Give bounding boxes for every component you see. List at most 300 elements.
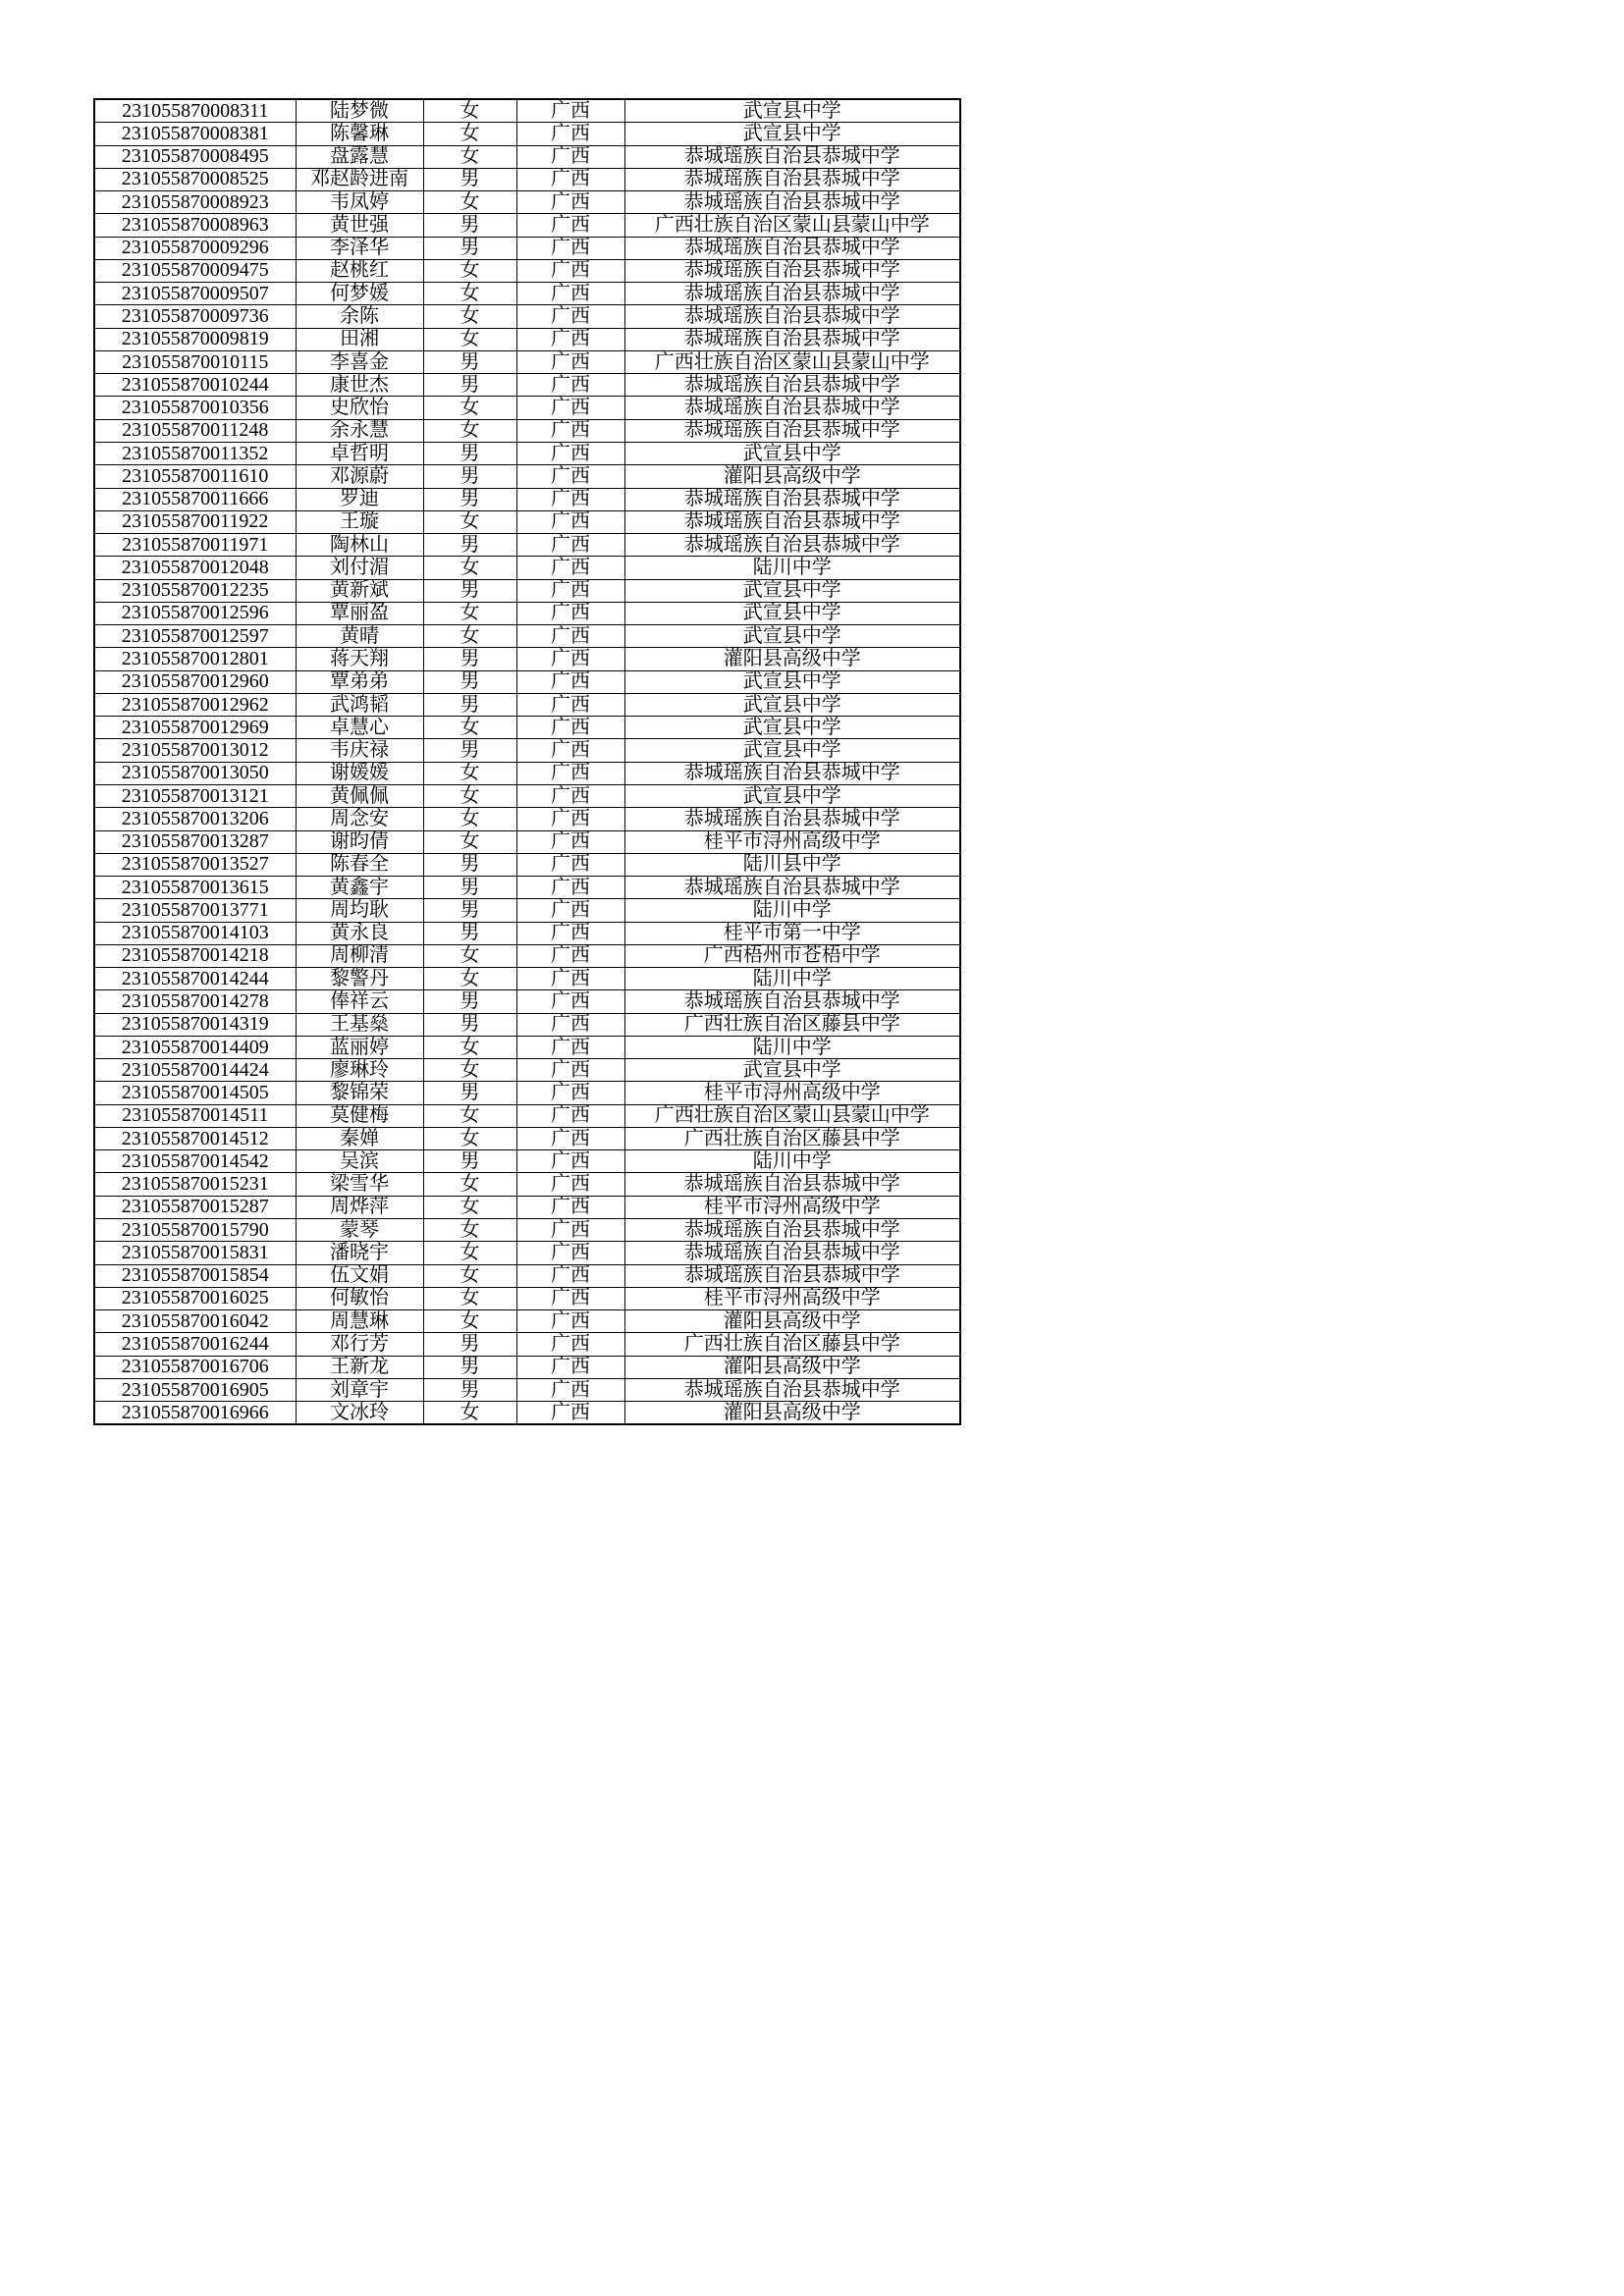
province-cell: 广西 [516, 374, 624, 397]
candidate-id-cell: 231055870013771 [94, 899, 296, 922]
candidate-id-cell: 231055870016244 [94, 1333, 296, 1356]
name-cell: 史欣怡 [296, 397, 423, 419]
school-cell: 陆川中学 [624, 557, 960, 579]
school-cell: 广西壮族自治区藤县中学 [624, 1127, 960, 1149]
school-cell: 武宣县中学 [624, 99, 960, 123]
name-cell: 武鸿韬 [296, 693, 423, 716]
province-cell: 广西 [516, 830, 624, 853]
gender-cell: 女 [423, 191, 516, 214]
name-cell: 蒙琴 [296, 1219, 423, 1242]
name-cell: 邓源蔚 [296, 465, 423, 488]
table-row [94, 877, 960, 899]
province-cell: 广西 [516, 1082, 624, 1104]
candidate-id-cell: 231055870012597 [94, 625, 296, 648]
candidate-id-cell: 231055870013050 [94, 762, 296, 784]
table-row [94, 1264, 960, 1287]
table-row [94, 397, 960, 419]
school-cell: 恭城瑶族自治县恭城中学 [624, 145, 960, 168]
gender-cell: 女 [423, 1196, 516, 1218]
province-cell: 广西 [516, 1173, 624, 1196]
school-cell: 武宣县中学 [624, 693, 960, 716]
province-cell: 广西 [516, 1219, 624, 1242]
name-cell: 李喜金 [296, 350, 423, 373]
name-cell: 盘露慧 [296, 145, 423, 168]
name-cell: 卓慧心 [296, 717, 423, 739]
school-cell: 恭城瑶族自治县恭城中学 [624, 1173, 960, 1196]
gender-cell: 男 [423, 739, 516, 762]
table-row [94, 488, 960, 510]
name-cell: 潘晓宇 [296, 1242, 423, 1264]
name-cell: 王基燊 [296, 1013, 423, 1036]
school-cell: 广西壮族自治区蒙山县蒙山中学 [624, 214, 960, 237]
gender-cell: 男 [423, 1378, 516, 1401]
candidate-id-cell: 231055870008923 [94, 191, 296, 214]
gender-cell: 女 [423, 305, 516, 328]
table-row [94, 944, 960, 967]
province-cell: 广西 [516, 419, 624, 442]
school-cell: 武宣县中学 [624, 579, 960, 602]
candidate-id-cell: 231055870011971 [94, 534, 296, 557]
candidate-id-cell: 231055870014103 [94, 922, 296, 944]
gender-cell: 男 [423, 534, 516, 557]
table-row [94, 305, 960, 328]
gender-cell: 男 [423, 1082, 516, 1104]
province-cell: 广西 [516, 1287, 624, 1309]
gender-cell: 女 [423, 1219, 516, 1242]
table-row [94, 1127, 960, 1149]
school-cell: 恭城瑶族自治县恭城中学 [624, 374, 960, 397]
name-cell: 谢昀倩 [296, 830, 423, 853]
table-row [94, 145, 960, 168]
province-cell: 广西 [516, 968, 624, 990]
province-cell: 广西 [516, 350, 624, 373]
candidate-id-cell: 231055870010244 [94, 374, 296, 397]
school-cell: 灌阳县高级中学 [624, 648, 960, 670]
name-cell: 周慧琳 [296, 1310, 423, 1333]
school-cell: 桂平市浔州高级中学 [624, 1287, 960, 1309]
gender-cell: 女 [423, 1402, 516, 1425]
school-cell: 恭城瑶族自治县恭城中学 [624, 168, 960, 190]
gender-cell: 男 [423, 442, 516, 464]
gender-cell: 女 [423, 717, 516, 739]
table-body [94, 99, 960, 1424]
gender-cell: 男 [423, 877, 516, 899]
school-cell: 武宣县中学 [624, 670, 960, 693]
table-row [94, 648, 960, 670]
table-row [94, 123, 960, 145]
gender-cell: 女 [423, 123, 516, 145]
candidate-id-cell: 231055870016966 [94, 1402, 296, 1425]
table-row [94, 259, 960, 282]
table-row [94, 784, 960, 807]
candidate-id-cell: 231055870009296 [94, 237, 296, 259]
school-cell: 灌阳县高级中学 [624, 1310, 960, 1333]
school-cell: 恭城瑶族自治县恭城中学 [624, 237, 960, 259]
province-cell: 广西 [516, 602, 624, 624]
school-cell: 桂平市第一中学 [624, 922, 960, 944]
name-cell: 陶林山 [296, 534, 423, 557]
school-cell: 恭城瑶族自治县恭城中学 [624, 259, 960, 282]
candidate-id-cell: 231055870014542 [94, 1150, 296, 1173]
candidate-id-cell: 231055870009507 [94, 283, 296, 305]
school-cell: 桂平市浔州高级中学 [624, 830, 960, 853]
province-cell: 广西 [516, 1196, 624, 1218]
candidate-id-cell: 231055870015854 [94, 1264, 296, 1287]
school-cell: 武宣县中学 [624, 602, 960, 624]
name-cell: 韦庆禄 [296, 739, 423, 762]
name-cell: 梁雪华 [296, 1173, 423, 1196]
school-cell: 武宣县中学 [624, 784, 960, 807]
candidate-roster-table [93, 98, 961, 1425]
school-cell: 陆川中学 [624, 1036, 960, 1058]
name-cell: 康世杰 [296, 374, 423, 397]
name-cell: 黎锦荣 [296, 1082, 423, 1104]
gender-cell: 男 [423, 374, 516, 397]
province-cell: 广西 [516, 717, 624, 739]
table-row [94, 1173, 960, 1196]
gender-cell: 女 [423, 1242, 516, 1264]
table-row [94, 1150, 960, 1173]
school-cell: 陆川中学 [624, 968, 960, 990]
candidate-id-cell: 231055870015831 [94, 1242, 296, 1264]
gender-cell: 女 [423, 602, 516, 624]
candidate-id-cell: 231055870012596 [94, 602, 296, 624]
candidate-id-cell: 231055870012048 [94, 557, 296, 579]
name-cell: 蒋天翔 [296, 648, 423, 670]
gender-cell: 男 [423, 1333, 516, 1356]
school-cell: 恭城瑶族自治县恭城中学 [624, 1378, 960, 1401]
table-row [94, 534, 960, 557]
name-cell: 廖琳玲 [296, 1059, 423, 1082]
name-cell: 罗迪 [296, 488, 423, 510]
province-cell: 广西 [516, 944, 624, 967]
gender-cell: 男 [423, 1356, 516, 1378]
province-cell: 广西 [516, 534, 624, 557]
gender-cell: 女 [423, 944, 516, 967]
province-cell: 广西 [516, 1242, 624, 1264]
gender-cell: 男 [423, 465, 516, 488]
candidate-id-cell: 231055870011248 [94, 419, 296, 442]
gender-cell: 男 [423, 168, 516, 190]
gender-cell: 女 [423, 968, 516, 990]
province-cell: 广西 [516, 648, 624, 670]
table-row [94, 1219, 960, 1242]
gender-cell: 女 [423, 259, 516, 282]
candidate-id-cell: 231055870009819 [94, 328, 296, 350]
name-cell: 余陈 [296, 305, 423, 328]
gender-cell: 男 [423, 579, 516, 602]
candidate-id-cell: 231055870013527 [94, 853, 296, 876]
table-row [94, 1104, 960, 1127]
province-cell: 广西 [516, 1356, 624, 1378]
table-row [94, 990, 960, 1013]
province-cell: 广西 [516, 990, 624, 1013]
name-cell: 文冰玲 [296, 1402, 423, 1425]
school-cell: 恭城瑶族自治县恭城中学 [624, 808, 960, 830]
table-row [94, 237, 960, 259]
candidate-id-cell: 231055870009736 [94, 305, 296, 328]
table-row [94, 1378, 960, 1401]
name-cell: 韦凤婷 [296, 191, 423, 214]
province-cell: 广西 [516, 808, 624, 830]
candidate-id-cell: 231055870012801 [94, 648, 296, 670]
province-cell: 广西 [516, 557, 624, 579]
candidate-id-cell: 231055870008311 [94, 99, 296, 123]
gender-cell: 女 [423, 1310, 516, 1333]
name-cell: 秦婵 [296, 1127, 423, 1149]
province-cell: 广西 [516, 922, 624, 944]
table-row [94, 1356, 960, 1378]
candidate-id-cell: 231055870016025 [94, 1287, 296, 1309]
school-cell: 恭城瑶族自治县恭城中学 [624, 990, 960, 1013]
school-cell: 广西壮族自治区藤县中学 [624, 1013, 960, 1036]
table-row [94, 1402, 960, 1425]
province-cell: 广西 [516, 328, 624, 350]
table-row [94, 283, 960, 305]
gender-cell: 男 [423, 1150, 516, 1173]
school-cell: 灌阳县高级中学 [624, 1402, 960, 1425]
school-cell: 恭城瑶族自治县恭城中学 [624, 877, 960, 899]
name-cell: 邓行芳 [296, 1333, 423, 1356]
name-cell: 黄永良 [296, 922, 423, 944]
province-cell: 广西 [516, 1402, 624, 1425]
school-cell: 恭城瑶族自治县恭城中学 [624, 283, 960, 305]
name-cell: 陈春全 [296, 853, 423, 876]
gender-cell: 女 [423, 510, 516, 533]
table-row [94, 419, 960, 442]
name-cell: 蓝丽婷 [296, 1036, 423, 1058]
table-row [94, 808, 960, 830]
school-cell: 恭城瑶族自治县恭城中学 [624, 534, 960, 557]
gender-cell: 男 [423, 853, 516, 876]
candidate-id-cell: 231055870012969 [94, 717, 296, 739]
school-cell: 广西梧州市苍梧中学 [624, 944, 960, 967]
table-row [94, 1036, 960, 1058]
gender-cell: 女 [423, 557, 516, 579]
candidate-id-cell: 231055870009475 [94, 259, 296, 282]
school-cell: 武宣县中学 [624, 1059, 960, 1082]
province-cell: 广西 [516, 784, 624, 807]
school-cell: 陆川县中学 [624, 853, 960, 876]
province-cell: 广西 [516, 214, 624, 237]
school-cell: 恭城瑶族自治县恭城中学 [624, 397, 960, 419]
school-cell: 桂平市浔州高级中学 [624, 1082, 960, 1104]
table-row [94, 1013, 960, 1036]
gender-cell: 男 [423, 922, 516, 944]
table-row [94, 899, 960, 922]
name-cell: 何梦媛 [296, 283, 423, 305]
table-row [94, 465, 960, 488]
school-cell: 恭城瑶族自治县恭城中学 [624, 1219, 960, 1242]
province-cell: 广西 [516, 510, 624, 533]
school-cell: 武宣县中学 [624, 739, 960, 762]
name-cell: 周烨萍 [296, 1196, 423, 1218]
province-cell: 广西 [516, 625, 624, 648]
province-cell: 广西 [516, 1264, 624, 1287]
gender-cell: 女 [423, 1104, 516, 1127]
candidate-id-cell: 231055870016905 [94, 1378, 296, 1401]
name-cell: 王璇 [296, 510, 423, 533]
name-cell: 刘付湄 [296, 557, 423, 579]
province-cell: 广西 [516, 762, 624, 784]
candidate-id-cell: 231055870014505 [94, 1082, 296, 1104]
table-row [94, 557, 960, 579]
table-row [94, 214, 960, 237]
name-cell: 覃弟弟 [296, 670, 423, 693]
name-cell: 黄世强 [296, 214, 423, 237]
school-cell: 陆川中学 [624, 1150, 960, 1173]
name-cell: 黄佩佩 [296, 784, 423, 807]
gender-cell: 男 [423, 648, 516, 670]
table-row [94, 1310, 960, 1333]
province-cell: 广西 [516, 670, 624, 693]
name-cell: 余永慧 [296, 419, 423, 442]
gender-cell: 女 [423, 283, 516, 305]
candidate-id-cell: 231055870008381 [94, 123, 296, 145]
province-cell: 广西 [516, 488, 624, 510]
name-cell: 伍文娟 [296, 1264, 423, 1287]
name-cell: 王新龙 [296, 1356, 423, 1378]
candidate-id-cell: 231055870014511 [94, 1104, 296, 1127]
name-cell: 莫健梅 [296, 1104, 423, 1127]
name-cell: 刘章宇 [296, 1378, 423, 1401]
school-cell: 恭城瑶族自治县恭城中学 [624, 191, 960, 214]
candidate-id-cell: 231055870011352 [94, 442, 296, 464]
gender-cell: 女 [423, 1264, 516, 1287]
candidate-id-cell: 231055870011922 [94, 510, 296, 533]
table-row [94, 1196, 960, 1218]
name-cell: 俸祥云 [296, 990, 423, 1013]
province-cell: 广西 [516, 1127, 624, 1149]
table-row [94, 739, 960, 762]
candidate-id-cell: 231055870014218 [94, 944, 296, 967]
table-row [94, 1242, 960, 1264]
candidate-id-cell: 231055870014244 [94, 968, 296, 990]
name-cell: 卓哲明 [296, 442, 423, 464]
candidate-id-cell: 231055870015231 [94, 1173, 296, 1196]
table-row [94, 693, 960, 716]
school-cell: 桂平市浔州高级中学 [624, 1196, 960, 1218]
gender-cell: 女 [423, 145, 516, 168]
candidate-id-cell: 231055870013121 [94, 784, 296, 807]
name-cell: 周均耿 [296, 899, 423, 922]
table-row [94, 579, 960, 602]
candidate-id-cell: 231055870014424 [94, 1059, 296, 1082]
school-cell: 广西壮族自治区藤县中学 [624, 1333, 960, 1356]
province-cell: 广西 [516, 168, 624, 190]
table-row [94, 168, 960, 190]
candidate-id-cell: 231055870013206 [94, 808, 296, 830]
candidate-id-cell: 231055870014278 [94, 990, 296, 1013]
gender-cell: 女 [423, 1173, 516, 1196]
name-cell: 何敏怡 [296, 1287, 423, 1309]
province-cell: 广西 [516, 1333, 624, 1356]
name-cell: 陆梦微 [296, 99, 423, 123]
table-row [94, 1059, 960, 1082]
candidate-id-cell: 231055870013615 [94, 877, 296, 899]
province-cell: 广西 [516, 1378, 624, 1401]
table-row [94, 510, 960, 533]
province-cell: 广西 [516, 465, 624, 488]
name-cell: 黎警丹 [296, 968, 423, 990]
candidate-id-cell: 231055870012235 [94, 579, 296, 602]
name-cell: 谢媛媛 [296, 762, 423, 784]
candidate-id-cell: 231055870014409 [94, 1036, 296, 1058]
candidate-id-cell: 231055870012962 [94, 693, 296, 716]
name-cell: 黄晴 [296, 625, 423, 648]
gender-cell: 女 [423, 1287, 516, 1309]
province-cell: 广西 [516, 1104, 624, 1127]
gender-cell: 女 [423, 1036, 516, 1058]
province-cell: 广西 [516, 123, 624, 145]
gender-cell: 女 [423, 1059, 516, 1082]
school-cell: 武宣县中学 [624, 625, 960, 648]
province-cell: 广西 [516, 305, 624, 328]
school-cell: 灌阳县高级中学 [624, 1356, 960, 1378]
school-cell: 恭城瑶族自治县恭城中学 [624, 328, 960, 350]
name-cell: 黄鑫宇 [296, 877, 423, 899]
table-row [94, 830, 960, 853]
name-cell: 陈馨琳 [296, 123, 423, 145]
gender-cell: 女 [423, 419, 516, 442]
province-cell: 广西 [516, 191, 624, 214]
gender-cell: 女 [423, 397, 516, 419]
table-row [94, 762, 960, 784]
table-row [94, 99, 960, 123]
name-cell: 赵桃红 [296, 259, 423, 282]
gender-cell: 女 [423, 808, 516, 830]
candidate-id-cell: 231055870011610 [94, 465, 296, 488]
table-row [94, 602, 960, 624]
name-cell: 黄新斌 [296, 579, 423, 602]
table-row [94, 442, 960, 464]
gender-cell: 女 [423, 762, 516, 784]
province-cell: 广西 [516, 1013, 624, 1036]
school-cell: 武宣县中学 [624, 123, 960, 145]
name-cell: 周柳清 [296, 944, 423, 967]
gender-cell: 男 [423, 350, 516, 373]
school-cell: 武宣县中学 [624, 717, 960, 739]
gender-cell: 男 [423, 693, 516, 716]
candidate-id-cell: 231055870014512 [94, 1127, 296, 1149]
province-cell: 广西 [516, 397, 624, 419]
province-cell: 广西 [516, 259, 624, 282]
school-cell: 陆川中学 [624, 899, 960, 922]
table-row [94, 350, 960, 373]
province-cell: 广西 [516, 693, 624, 716]
province-cell: 广西 [516, 579, 624, 602]
gender-cell: 女 [423, 99, 516, 123]
candidate-id-cell: 231055870012960 [94, 670, 296, 693]
table-row [94, 968, 960, 990]
table-row [94, 670, 960, 693]
province-cell: 广西 [516, 899, 624, 922]
school-cell: 恭城瑶族自治县恭城中学 [624, 1242, 960, 1264]
gender-cell: 男 [423, 1013, 516, 1036]
table-row [94, 374, 960, 397]
province-cell: 广西 [516, 739, 624, 762]
school-cell: 恭城瑶族自治县恭城中学 [624, 762, 960, 784]
candidate-id-cell: 231055870013287 [94, 830, 296, 853]
table-row [94, 625, 960, 648]
province-cell: 广西 [516, 145, 624, 168]
province-cell: 广西 [516, 853, 624, 876]
gender-cell: 男 [423, 899, 516, 922]
province-cell: 广西 [516, 237, 624, 259]
candidate-id-cell: 231055870008963 [94, 214, 296, 237]
candidate-id-cell: 231055870010356 [94, 397, 296, 419]
school-cell: 灌阳县高级中学 [624, 465, 960, 488]
